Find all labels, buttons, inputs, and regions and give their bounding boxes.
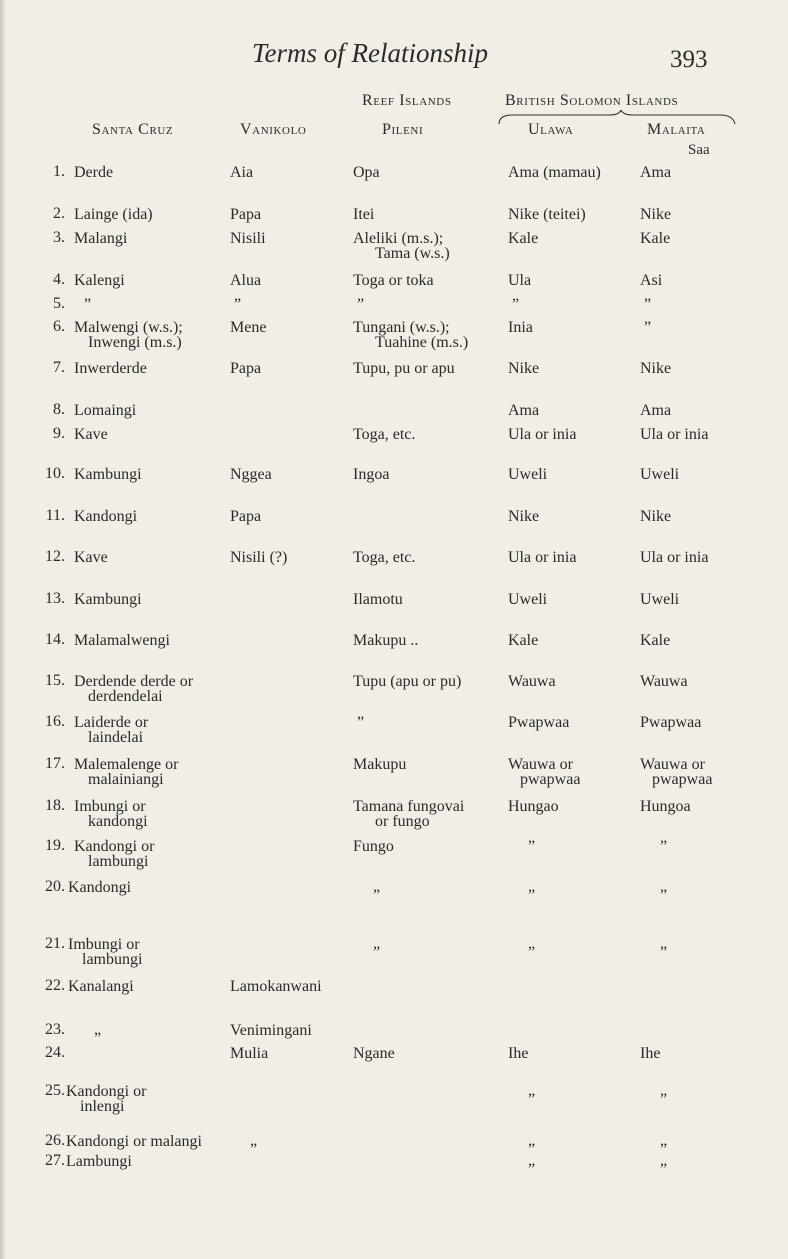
cell-line: ” <box>528 1141 536 1158</box>
cell-ulawa <box>508 550 576 565</box>
cell-line: derdendelai <box>88 688 163 705</box>
cell-ulawa <box>508 715 569 730</box>
cell-line: Imbungi or <box>68 936 140 953</box>
cell-pileni <box>353 427 415 442</box>
cell-santa-cruz <box>74 467 142 482</box>
cell-line: Nggea <box>230 466 272 483</box>
cell-santa-cruz <box>66 1084 146 1114</box>
cell-santa-cruz <box>74 757 178 787</box>
cell-ulawa <box>508 207 586 222</box>
cell-line: Kandongi <box>74 508 138 525</box>
cell-saa <box>660 839 667 854</box>
row-number: 4. <box>53 271 65 288</box>
cell-line: Papa <box>230 206 262 223</box>
cell-line: ” <box>528 1091 536 1108</box>
cell-line: kandongi <box>88 813 148 830</box>
cell-santa-cruz <box>74 633 170 648</box>
row-number: 19. <box>45 837 65 854</box>
cell-line: ” <box>94 1030 102 1047</box>
cell-santa-cruz <box>74 320 183 350</box>
cell-ulawa <box>528 945 535 960</box>
cell-line: ” <box>644 319 652 336</box>
row-number: 10. <box>45 465 65 482</box>
row-number: 5. <box>53 295 65 312</box>
row-number: 8. <box>53 401 65 418</box>
cell-santa-cruz <box>66 1134 202 1149</box>
cell-line: Nisili (?) <box>230 549 288 566</box>
cell-santa-cruz <box>74 427 108 442</box>
cell-saa <box>640 799 691 814</box>
cell-pileni <box>353 165 380 180</box>
header-vanikolo: Vanikolo <box>240 121 307 138</box>
cell-ulawa <box>508 1046 528 1061</box>
cell-line: Wauwa or <box>640 756 705 773</box>
cell-santa-cruz <box>74 403 136 418</box>
cell-vanikolo <box>230 979 322 994</box>
cell-line: Aleliki (m.s.); <box>353 230 444 247</box>
cell-line: Kandongi <box>68 879 132 896</box>
row-number: 11. <box>45 507 65 524</box>
cell-line: ” <box>373 887 381 904</box>
cell-saa <box>640 361 671 376</box>
cell-line: ” <box>250 1141 258 1158</box>
cell-vanikolo <box>250 1142 257 1157</box>
header-santa-cruz: Santa Cruz <box>92 121 174 138</box>
cell-line: lambungi <box>88 853 149 870</box>
cell-pileni <box>357 715 364 730</box>
cell-line: Wauwa <box>640 673 688 690</box>
cell-line: Ilamotu <box>353 591 403 608</box>
cell-line: ” <box>644 296 652 313</box>
cell-pileni <box>353 207 374 222</box>
row-number: 20. <box>45 878 65 895</box>
cell-santa-cruz <box>74 550 108 565</box>
cell-line: Nisili <box>230 230 266 247</box>
row-number: 12. <box>45 548 65 565</box>
cell-line: Lamokanwani <box>230 978 322 995</box>
cell-line: Kambungi <box>74 466 142 483</box>
cell-saa <box>640 165 671 180</box>
cell-pileni <box>353 273 434 288</box>
cell-line: ” <box>528 1161 536 1178</box>
cell-line: Ula or inia <box>640 549 709 566</box>
cell-line: Derde <box>74 164 114 181</box>
cell-pileni <box>353 757 406 772</box>
cell-saa <box>640 467 679 482</box>
cell-line: Malemalenge or <box>74 756 179 773</box>
cell-line: ” <box>528 887 536 904</box>
cell-saa <box>640 757 712 787</box>
cell-ulawa <box>528 888 535 903</box>
cell-line: ” <box>660 1161 668 1178</box>
cell-line: Tuahine (m.s.) <box>375 334 469 351</box>
cell-line: Ihe <box>508 1045 529 1062</box>
cell-ulawa <box>528 1162 535 1177</box>
cell-pileni <box>353 633 418 648</box>
cell-line: Imbungi or <box>74 798 146 815</box>
cell-line: Kale <box>640 632 671 649</box>
cell-line: Nike <box>640 360 672 377</box>
cell-line: ” <box>660 944 668 961</box>
cell-saa <box>640 273 662 288</box>
page-number: 393 <box>670 46 708 73</box>
cell-line: Lainge (ida) <box>74 206 153 223</box>
cell-line: Toga, etc. <box>353 426 416 443</box>
header-pileni: Pileni <box>382 121 424 138</box>
cell-vanikolo <box>230 467 272 482</box>
cell-line: Pwapwaa <box>640 714 702 731</box>
cell-line: lambungi <box>82 951 143 968</box>
cell-line: Itei <box>353 206 375 223</box>
cell-line: Makupu .. <box>353 632 419 649</box>
cell-vanikolo <box>230 1023 312 1038</box>
cell-line: ” <box>357 296 365 313</box>
row-number: 26. <box>45 1132 65 1149</box>
cell-line: Kambungi <box>74 591 142 608</box>
cell-santa-cruz <box>74 839 154 869</box>
cell-line: Kale <box>640 230 671 247</box>
cell-saa <box>640 509 671 524</box>
cell-ulawa <box>508 403 539 418</box>
cell-pileni <box>353 1046 395 1061</box>
cell-ulawa <box>508 467 547 482</box>
cell-santa-cruz <box>74 674 193 704</box>
row-number: 21. <box>45 935 65 952</box>
cell-line: Derdende derde or <box>74 673 194 690</box>
cell-line: laindelai <box>88 729 144 746</box>
cell-vanikolo <box>230 361 261 376</box>
cell-saa <box>640 1046 660 1061</box>
row-number: 3. <box>53 229 65 246</box>
cell-line: ” <box>84 296 92 313</box>
cell-line: Kanalangi <box>68 978 134 995</box>
cell-ulawa <box>508 592 547 607</box>
row-number: 6. <box>53 318 65 335</box>
cell-saa <box>640 633 670 648</box>
cell-vanikolo <box>230 165 253 180</box>
cell-ulawa <box>508 165 601 180</box>
cell-line: ” <box>528 838 536 855</box>
cell-line: Malamalwengi <box>74 632 170 649</box>
cell-line: ” <box>373 944 381 961</box>
row-number: 7. <box>53 359 65 376</box>
cell-line: Nike <box>508 508 540 525</box>
cell-santa-cruz <box>74 273 125 288</box>
cell-line: ” <box>234 296 242 313</box>
cell-line: Inia <box>508 319 533 336</box>
cell-santa-cruz <box>68 880 131 895</box>
cell-line: Kandongi or <box>74 838 155 855</box>
cell-saa <box>660 888 667 903</box>
cell-line: Nike <box>640 206 672 223</box>
cell-pileni <box>353 799 464 829</box>
cell-santa-cruz <box>74 509 137 524</box>
cell-pileni <box>353 839 394 854</box>
cell-santa-cruz <box>68 937 142 967</box>
cell-santa-cruz <box>74 361 147 376</box>
header-ulawa: Ulawa <box>528 121 574 138</box>
row-number: 27. <box>45 1152 65 1169</box>
cell-saa <box>644 320 651 335</box>
cell-line: pwapwaa <box>652 771 713 788</box>
cell-saa <box>640 715 701 730</box>
row-number: 22. <box>45 977 65 994</box>
cell-line: ” <box>528 944 536 961</box>
cell-santa-cruz <box>74 799 148 829</box>
row-number: 16. <box>45 713 65 730</box>
cell-santa-cruz <box>74 207 153 222</box>
cell-line: Malwengi (w.s.); <box>74 319 183 336</box>
cell-santa-cruz <box>94 1031 101 1046</box>
cell-line: Ihe <box>640 1045 661 1062</box>
cell-santa-cruz <box>74 715 148 745</box>
cell-ulawa <box>508 674 556 689</box>
cell-pileni <box>353 361 455 376</box>
cell-line: Inwengi (m.s.) <box>88 334 182 351</box>
cell-line: Opa <box>353 164 380 181</box>
cell-line: Ingoa <box>353 466 390 483</box>
cell-ulawa <box>528 1142 535 1157</box>
cell-pileni <box>357 297 364 312</box>
cell-saa <box>660 945 667 960</box>
row-number: 14. <box>45 631 65 648</box>
cell-line: Uweli <box>508 466 548 483</box>
cell-pileni <box>353 592 403 607</box>
cell-saa <box>640 427 708 442</box>
cell-line: Toga or toka <box>353 272 434 289</box>
cell-line: Uweli <box>508 591 548 608</box>
cell-line: ” <box>660 887 668 904</box>
cell-line: Ngane <box>353 1045 395 1062</box>
cell-line: Makupu <box>353 756 407 773</box>
cell-line: Hungoa <box>640 798 691 815</box>
row-number: 13. <box>45 590 65 607</box>
cell-ulawa <box>528 839 535 854</box>
cell-line: ” <box>660 1141 668 1158</box>
cell-saa <box>640 674 688 689</box>
cell-ulawa <box>512 297 519 312</box>
row-number: 17. <box>45 755 65 772</box>
row-number: 24. <box>45 1044 65 1061</box>
cell-vanikolo <box>230 1046 268 1061</box>
cell-line: Nike <box>508 360 540 377</box>
cell-ulawa <box>508 320 533 335</box>
cell-saa <box>640 231 670 246</box>
cell-line: Kale <box>508 632 539 649</box>
cell-line: inlengi <box>80 1098 125 1115</box>
cell-santa-cruz <box>74 592 142 607</box>
cell-line: Ula or inia <box>640 426 709 443</box>
cell-ulawa <box>508 757 580 787</box>
cell-saa <box>660 1092 667 1107</box>
cell-line: Papa <box>230 360 262 377</box>
page-gutter-shadow <box>0 0 6 1259</box>
cell-pileni <box>373 945 380 960</box>
cell-pileni <box>353 467 389 482</box>
cell-line: ” <box>660 1091 668 1108</box>
cell-line: Wauwa or <box>508 756 573 773</box>
cell-line: Kale <box>508 230 539 247</box>
row-number: 23. <box>45 1021 65 1038</box>
cell-line: Venimingani <box>230 1022 312 1039</box>
cell-saa <box>640 207 671 222</box>
cell-santa-cruz <box>66 1154 132 1169</box>
cell-vanikolo <box>230 231 266 246</box>
cell-line: Papa <box>230 508 262 525</box>
cell-line: Kave <box>74 426 108 443</box>
cell-ulawa <box>508 273 531 288</box>
cell-pileni <box>353 674 461 689</box>
cell-vanikolo <box>230 550 287 565</box>
row-number: 2. <box>53 205 65 222</box>
cell-line: Ama <box>640 402 672 419</box>
cell-vanikolo <box>230 207 261 222</box>
cell-line: Tama (w.s.) <box>375 245 450 262</box>
cell-line: Aia <box>230 164 254 181</box>
cell-vanikolo <box>234 297 241 312</box>
cell-line: Tupu, pu or apu <box>353 360 455 377</box>
cell-line: pwapwaa <box>520 771 581 788</box>
cell-vanikolo <box>230 273 261 288</box>
cell-pileni <box>353 550 415 565</box>
cell-line: Kandongi or <box>66 1083 147 1100</box>
cell-line: Ula <box>508 272 532 289</box>
cell-line: Kave <box>74 549 108 566</box>
cell-vanikolo <box>230 509 261 524</box>
cell-line: Fungo <box>353 838 394 855</box>
cell-saa <box>660 1142 667 1157</box>
cell-santa-cruz <box>84 297 91 312</box>
cell-line: ” <box>660 838 668 855</box>
cell-line: Lambungi <box>66 1153 132 1170</box>
cell-ulawa <box>528 1092 535 1107</box>
header-malaita: Malaita <box>647 121 706 138</box>
cell-line: Ama <box>640 164 672 181</box>
header-british-solomon-islands: British Solomon Islands <box>505 92 679 109</box>
cell-line: Ula or inia <box>508 549 577 566</box>
cell-pileni <box>353 320 468 350</box>
row-number: 25. <box>45 1082 65 1099</box>
cell-santa-cruz <box>74 231 127 246</box>
cell-ulawa <box>508 633 538 648</box>
cell-line: Tungani (w.s.); <box>353 319 450 336</box>
cell-line: Laiderde or <box>74 714 149 731</box>
row-number: 1. <box>53 163 65 180</box>
cell-line: or fungo <box>375 813 430 830</box>
cell-line: Nike (teitei) <box>508 206 586 223</box>
cell-ulawa <box>508 231 538 246</box>
cell-saa <box>660 1162 667 1177</box>
cell-line: Inwerderde <box>74 360 147 377</box>
cell-line: Lomaingi <box>74 402 137 419</box>
cell-line: Tamana fungovai <box>353 798 465 815</box>
cell-line: Wauwa <box>508 673 556 690</box>
cell-vanikolo <box>230 320 266 335</box>
cell-line: Ama (mamau) <box>508 164 601 181</box>
cell-line: Asi <box>640 272 663 289</box>
cell-pileni <box>373 888 380 903</box>
cell-line: Uweli <box>640 591 680 608</box>
cell-ulawa <box>508 799 559 814</box>
cell-ulawa <box>508 509 539 524</box>
cell-line: Pwapwaa <box>508 714 570 731</box>
row-number: 18. <box>45 797 65 814</box>
cell-line: Mene <box>230 319 267 336</box>
cell-line: Ama <box>508 402 540 419</box>
cell-ulawa <box>508 361 539 376</box>
row-number: 15. <box>45 672 65 689</box>
cell-line: Nike <box>640 508 672 525</box>
cell-line: ” <box>357 714 365 731</box>
cell-line: Malangi <box>74 230 128 247</box>
cell-line: Tupu (apu or pu) <box>353 673 462 690</box>
cell-saa <box>640 592 679 607</box>
header-saa: Saa <box>688 142 710 158</box>
cell-ulawa <box>508 427 576 442</box>
cell-pileni <box>353 231 450 261</box>
cell-santa-cruz <box>74 165 113 180</box>
header-reef-islands: Reef Islands <box>362 92 452 109</box>
cell-saa <box>640 550 708 565</box>
running-title: Terms of Relationship <box>252 38 489 68</box>
cell-saa <box>644 297 651 312</box>
cell-line: Toga, etc. <box>353 549 416 566</box>
cell-saa <box>640 403 671 418</box>
cell-line: Alua <box>230 272 262 289</box>
cell-line: Kalengi <box>74 272 125 289</box>
row-number: 9. <box>53 425 65 442</box>
cell-santa-cruz <box>68 979 134 994</box>
cell-line: ” <box>512 296 520 313</box>
cell-line: Ula or inia <box>508 426 577 443</box>
cell-line: Hungao <box>508 798 559 815</box>
cell-line: Mulia <box>230 1045 269 1062</box>
cell-line: Kandongi or malangi <box>66 1133 202 1150</box>
cell-line: malainiangi <box>88 771 164 788</box>
cell-line: Uweli <box>640 466 680 483</box>
